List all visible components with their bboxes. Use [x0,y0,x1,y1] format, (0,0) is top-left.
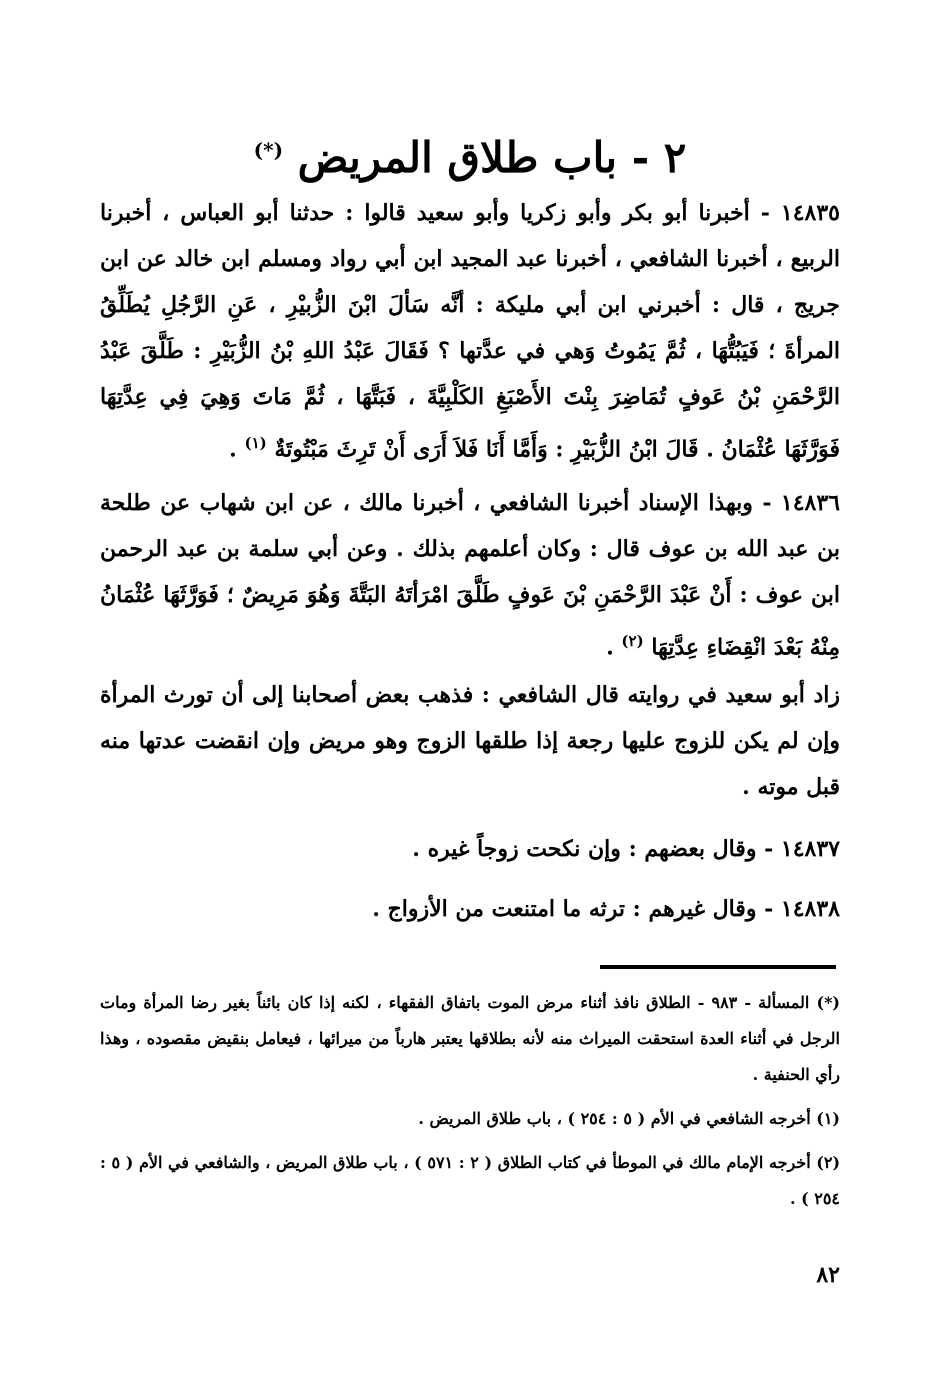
hadith-14838 [100,886,840,932]
footnote-star: (*) المسألة - ٩٨٣ - الطلاق نافذ أثناء مرض الموت باتفاق الفقهاء ، لكنه إذا كان بائناً بغير رضا المرأة ومات الرجل في أثناء العدة استحقت الميراث منه لأنه بطلاقها يعتبر هارباً من ميرائها ، فيعامل بنقيض مقصوده ، وهذا رأي الحنفية . [100,993,841,1084]
hadith-14835 [100,190,840,472]
footnote-1: (١) أخرجه الشافعي في الأم ( ٥ : ٢٥٤ ) ، باب طلاق المريض . [418,1109,840,1128]
footnote-ref: (١) [244,434,267,452]
footnote-ref: (٢) [621,632,644,650]
hadith-14836 [100,480,840,670]
paragraph-text: ١٤٨٣٨ - وقال غيرهم : ترثه ما امتنعت من الأزواج . [372,896,840,922]
paragraph-end: . [606,634,622,661]
paragraph-text: ١٤٨٣٦ - وبهذا الإسناد أخبرنا الشافعي ، أخبرنا مالك ، عن ابن شهاب عن طلحة بن عبد الله بن عوف قال : وكان أعلمهم بذلك . وعن أبي سلمة بن عبد الرحمن ابن عوف : أَنْ عَبْدَ الرَّحْمَنِ بْنَ عَوفٍ طَلَّقَ امْرَأتَهُ البَتَّةَ وَهُوَ مَرِيضٌ ؛ فَوَرَّثَهَا عُثْمَانُ مِنْهُ بَعْدَ انْقِضَاءِ عِدَّتِهَا [100,490,840,661]
chapter-title-text: ٢ - باب طلاق المريض [297,133,687,182]
hadith-14837 [100,826,840,872]
page-number: ٨٢ [816,1262,840,1288]
paragraph-text: ١٤٨٣٧ - وقال بعضهم : وإن نكحت زوجاً غيره . [412,836,840,862]
paragraph-end: . [229,436,245,463]
title-footnote-mark: (*) [253,138,284,162]
paragraph-text: ١٤٨٣٥ - أخبرنا أبو بكر وأبو زكريا وأبو سعيد قالوا : حدثنا أبو العباس ، أخبرنا الربيع ، أخبرنا الشافعي ، أخبرنا عبد المجيد ابن أبي رواد ومسلم ابن خالد عن ابن جريج ، قال : أخبرني ابن أبي مليكة : أنَّه سَألَ ابْنَ الزُّبيْرِ ، عَنِ الرَّجُلِ يُطَلِّقُ المرأةَ ؛ فَيَبُتُّهَا ، ثُمَّ يَمُوتُ وَهي في عدَّتها ؟ فَقَالَ عَبْدُ اللهِ بْنُ الزُّبَيْرِ : طَلَّقَ عَبْدُ الرَّحْمَنِ بْنُ عَوفٍ تُمَاضِرَ بِنْتَ الأَصْبَغِ الكَلْبِيَّةَ ، فَبَتَّهَا ، ثُمَّ مَاتَ وَهِيَ فِي عِدَّتِهَا فَوَرَّثَهَا عُثْمَانُ . قَالَ ابْنُ الزُّبَيْرِ : وَأَمَّا أَنَا فَلاَ أَرَى أَنْ تَرِثَ مَبْتُوتَةٌ [100,200,840,463]
chapter-title [0,118,940,190]
footnote-divider [600,965,836,969]
commentary-paragraph [100,672,840,810]
paragraph-text: زاد أبو سعيد في روايته قال الشافعي : فذهب بعض أصحابنا إلى أن تورث المرأة وإن لم يكن للزوج عليها رجعة إذا طلقها الزوج وهو مريض وإن انقضت عدتها منه قبل موته . [100,682,840,800]
footnote-2: (٢) أخرجه الإمام مالك في الموطأ في كتاب الطلاق ( ٢ : ٥٧١ ) ، باب طلاق المريض ، والشافعي في الأم ( ٥ : ٢٥٤ ) . [100,1153,841,1208]
